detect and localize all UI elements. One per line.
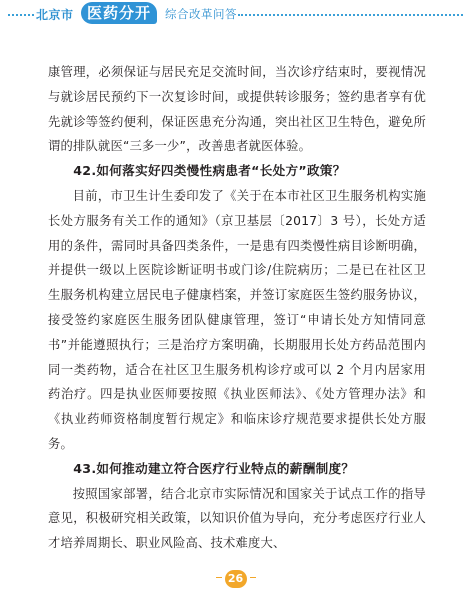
paragraph-continued: 康管理，必须保证与居民充足交流时间，当次诊疗结束时，要视情况与就诊居民预约下一次复诊时间，或提供转诊服务；签约患者享有优先就诊等签约便利，保证医患充分沟通，突出社区卫生特色，避免所谓的排队就医“三多一少”，改善患者就医体验。 bbox=[48, 65, 426, 154]
header-subtitle: 综合改革问答 bbox=[165, 7, 237, 21]
header-city: 北京市 bbox=[36, 8, 74, 22]
header-dotted-rule-right bbox=[238, 14, 463, 16]
page-footer bbox=[0, 567, 471, 588]
footer-dash-left bbox=[216, 577, 222, 578]
page-header bbox=[0, 4, 471, 26]
header-dotted-rule-left bbox=[8, 14, 34, 16]
question-42-heading: 42.如何落实好四类慢性病患者“长处方”政策？ bbox=[73, 163, 346, 179]
question-43-heading: 43.如何推动建立符合医疗行业特点的薪酬制度？ bbox=[73, 460, 355, 476]
answer-42-paragraph: 目前，市卫生计生委印发了《关于在本市社区卫生服务机构实施长处方服务有关工作的通知》（京卫基层〔2017〕3 号），长处方适用的条件，需同时具备四类条件，一是患有四类慢性病目诊断明确，并提供一级以上医院诊断证明书或门诊/住院病历；二是已在社区卫生服务机构建立居民电子健康档案，并签订家庭医生签约服务协议，接受签约家庭医生服务团队健康管理，签订“申请长处方知情同意书”并能遵照执行；三是治疗方案明确，长期服用长处方药品范围内同一类药物，适合在社区卫生服务机构诊疗或可以 2 个月内居家用药治疗。四是执业医师要按照《执业医师法》、《处方管理办法》和《执业药师资格制度暂行规定》和临床诊疗规范要求提供长处方服务。 bbox=[48, 188, 426, 451]
answer-43-paragraph: 按照国家部署，结合北京市实际情况和国家关于试点工作的指导意见，积极研究相关政策，以知识价值为导向，充分考虑医疗行业人才培养周期长、职业风险高、技术难度大、 bbox=[48, 486, 426, 551]
header-brand-badge: 医药分开 bbox=[81, 2, 157, 24]
footer-dash-right bbox=[250, 577, 256, 578]
page-number-badge: 26 bbox=[225, 570, 247, 588]
page-body bbox=[48, 60, 426, 556]
